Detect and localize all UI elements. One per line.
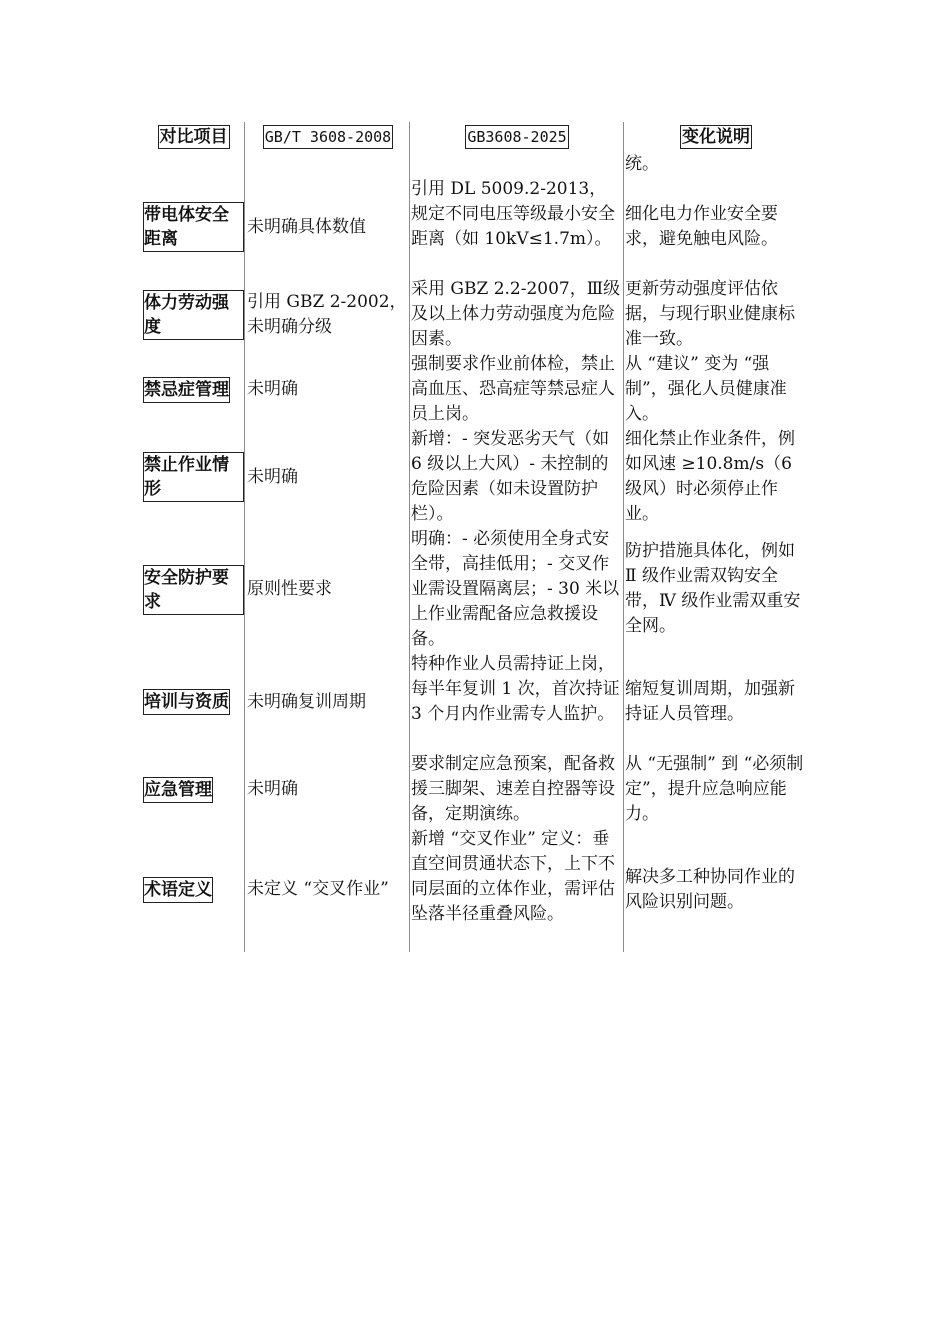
row-item-label: 禁止作业情形 [143,452,244,502]
row-item-label: 术语定义 [143,877,213,903]
row-new-cell: 明确：- 必须使用全身式安全带，高挂低用；- 交叉作业需设置隔离层；- 30 米以上作业需配备应急救援设备。 [410,527,624,652]
row-old-cell: 未明确复训周期 [245,652,410,752]
header-new-standard: GB3608-2025 [465,125,568,149]
row-new-cell: 强制要求作业前体检，禁止高血压、恐高症等禁忌症人员上岗。 [410,352,624,427]
row-item-label: 安全防护要求 [143,565,244,615]
header-item: 对比项目 [159,127,228,147]
row-item-label: 体力劳动强度 [143,290,244,340]
row-new-cell: 特种作业人员需持证上岗，每半年复训 1 次，首次持证 3 个月内作业需专人监护。 [410,652,624,752]
comparison-table [143,122,807,952]
table-header-row [143,122,807,152]
row-change-cell: 细化电力作业安全要求，避免触电风险。 [625,204,778,249]
table-row [143,652,807,752]
row-item-label: 禁忌症管理 [143,377,230,403]
carry-over-text: 统。 [625,154,659,174]
table-row [143,277,807,352]
row-old-cell: 未明确 [245,427,410,527]
table-row [143,427,807,527]
row-change-cell: 细化禁止作业条件，例如风速 ≥10.8m/s（6 级风）时必须停止作业。 [625,429,795,524]
header-change-note: 变化说明 [682,127,750,147]
row-change-cell: 更新劳动强度评估依据，与现行职业健康标准一致。 [625,279,795,349]
row-new-cell: 新增 “交叉作业” 定义：垂直空间贯通状态下，上下不同层面的立体作业，需评估坠落半径重叠风险。 [410,827,624,952]
row-old-cell: 原则性要求 [245,527,410,652]
row-item-label: 应急管理 [143,777,213,803]
table-row [143,752,807,827]
row-new-cell: 新增：- 突发恶劣天气（如 6 级以上大风）- 未控制的危险因素（如未设置防护栏）。 [410,427,624,527]
row-old-cell: 引用 GBZ 2-2002，未明确分级 [245,277,410,352]
table-row [143,352,807,427]
row-change-cell: 解决多工种协同作业的风险识别问题。 [625,866,795,912]
table-row [143,177,807,277]
row-new-cell: 采用 GBZ 2.2-2007，Ⅲ级及以上体力劳动强度为危险因素。 [410,277,624,352]
row-new-cell: 引用 DL 5009.2-2013，规定不同电压等级最小安全距离（如 10kV≤1.7m）。 [410,177,624,277]
row-change-cell: 防护措施具体化，例如 Ⅱ 级作业需双钩安全带，Ⅳ 级作业需双重安全网。 [625,541,801,636]
row-old-cell: 未定义 “交叉作业” [245,827,410,952]
row-new-cell: 要求制定应急预案，配备救援三脚架、速差自控器等设备，定期演练。 [410,752,624,827]
row-old-cell: 未明确 [245,752,410,827]
table-row [143,827,807,952]
row-old-cell: 未明确 [245,352,410,427]
table-row [143,527,807,652]
row-item-label: 培训与资质 [143,689,230,715]
row-change-cell: 缩短复训周期，加强新持证人员管理。 [625,679,795,724]
row-change-cell: 从 “建议” 变为 “强制”，强化人员健康准入。 [625,354,787,424]
row-change-cell: 从 “无强制” 到 “必须制定”，提升应急响应能力。 [625,754,804,824]
row-item-label: 带电体安全距离 [143,202,244,252]
row-old-cell: 未明确具体数值 [245,177,410,277]
carry-over-row [143,152,807,177]
header-old-standard: GB/T 3608-2008 [263,125,393,149]
